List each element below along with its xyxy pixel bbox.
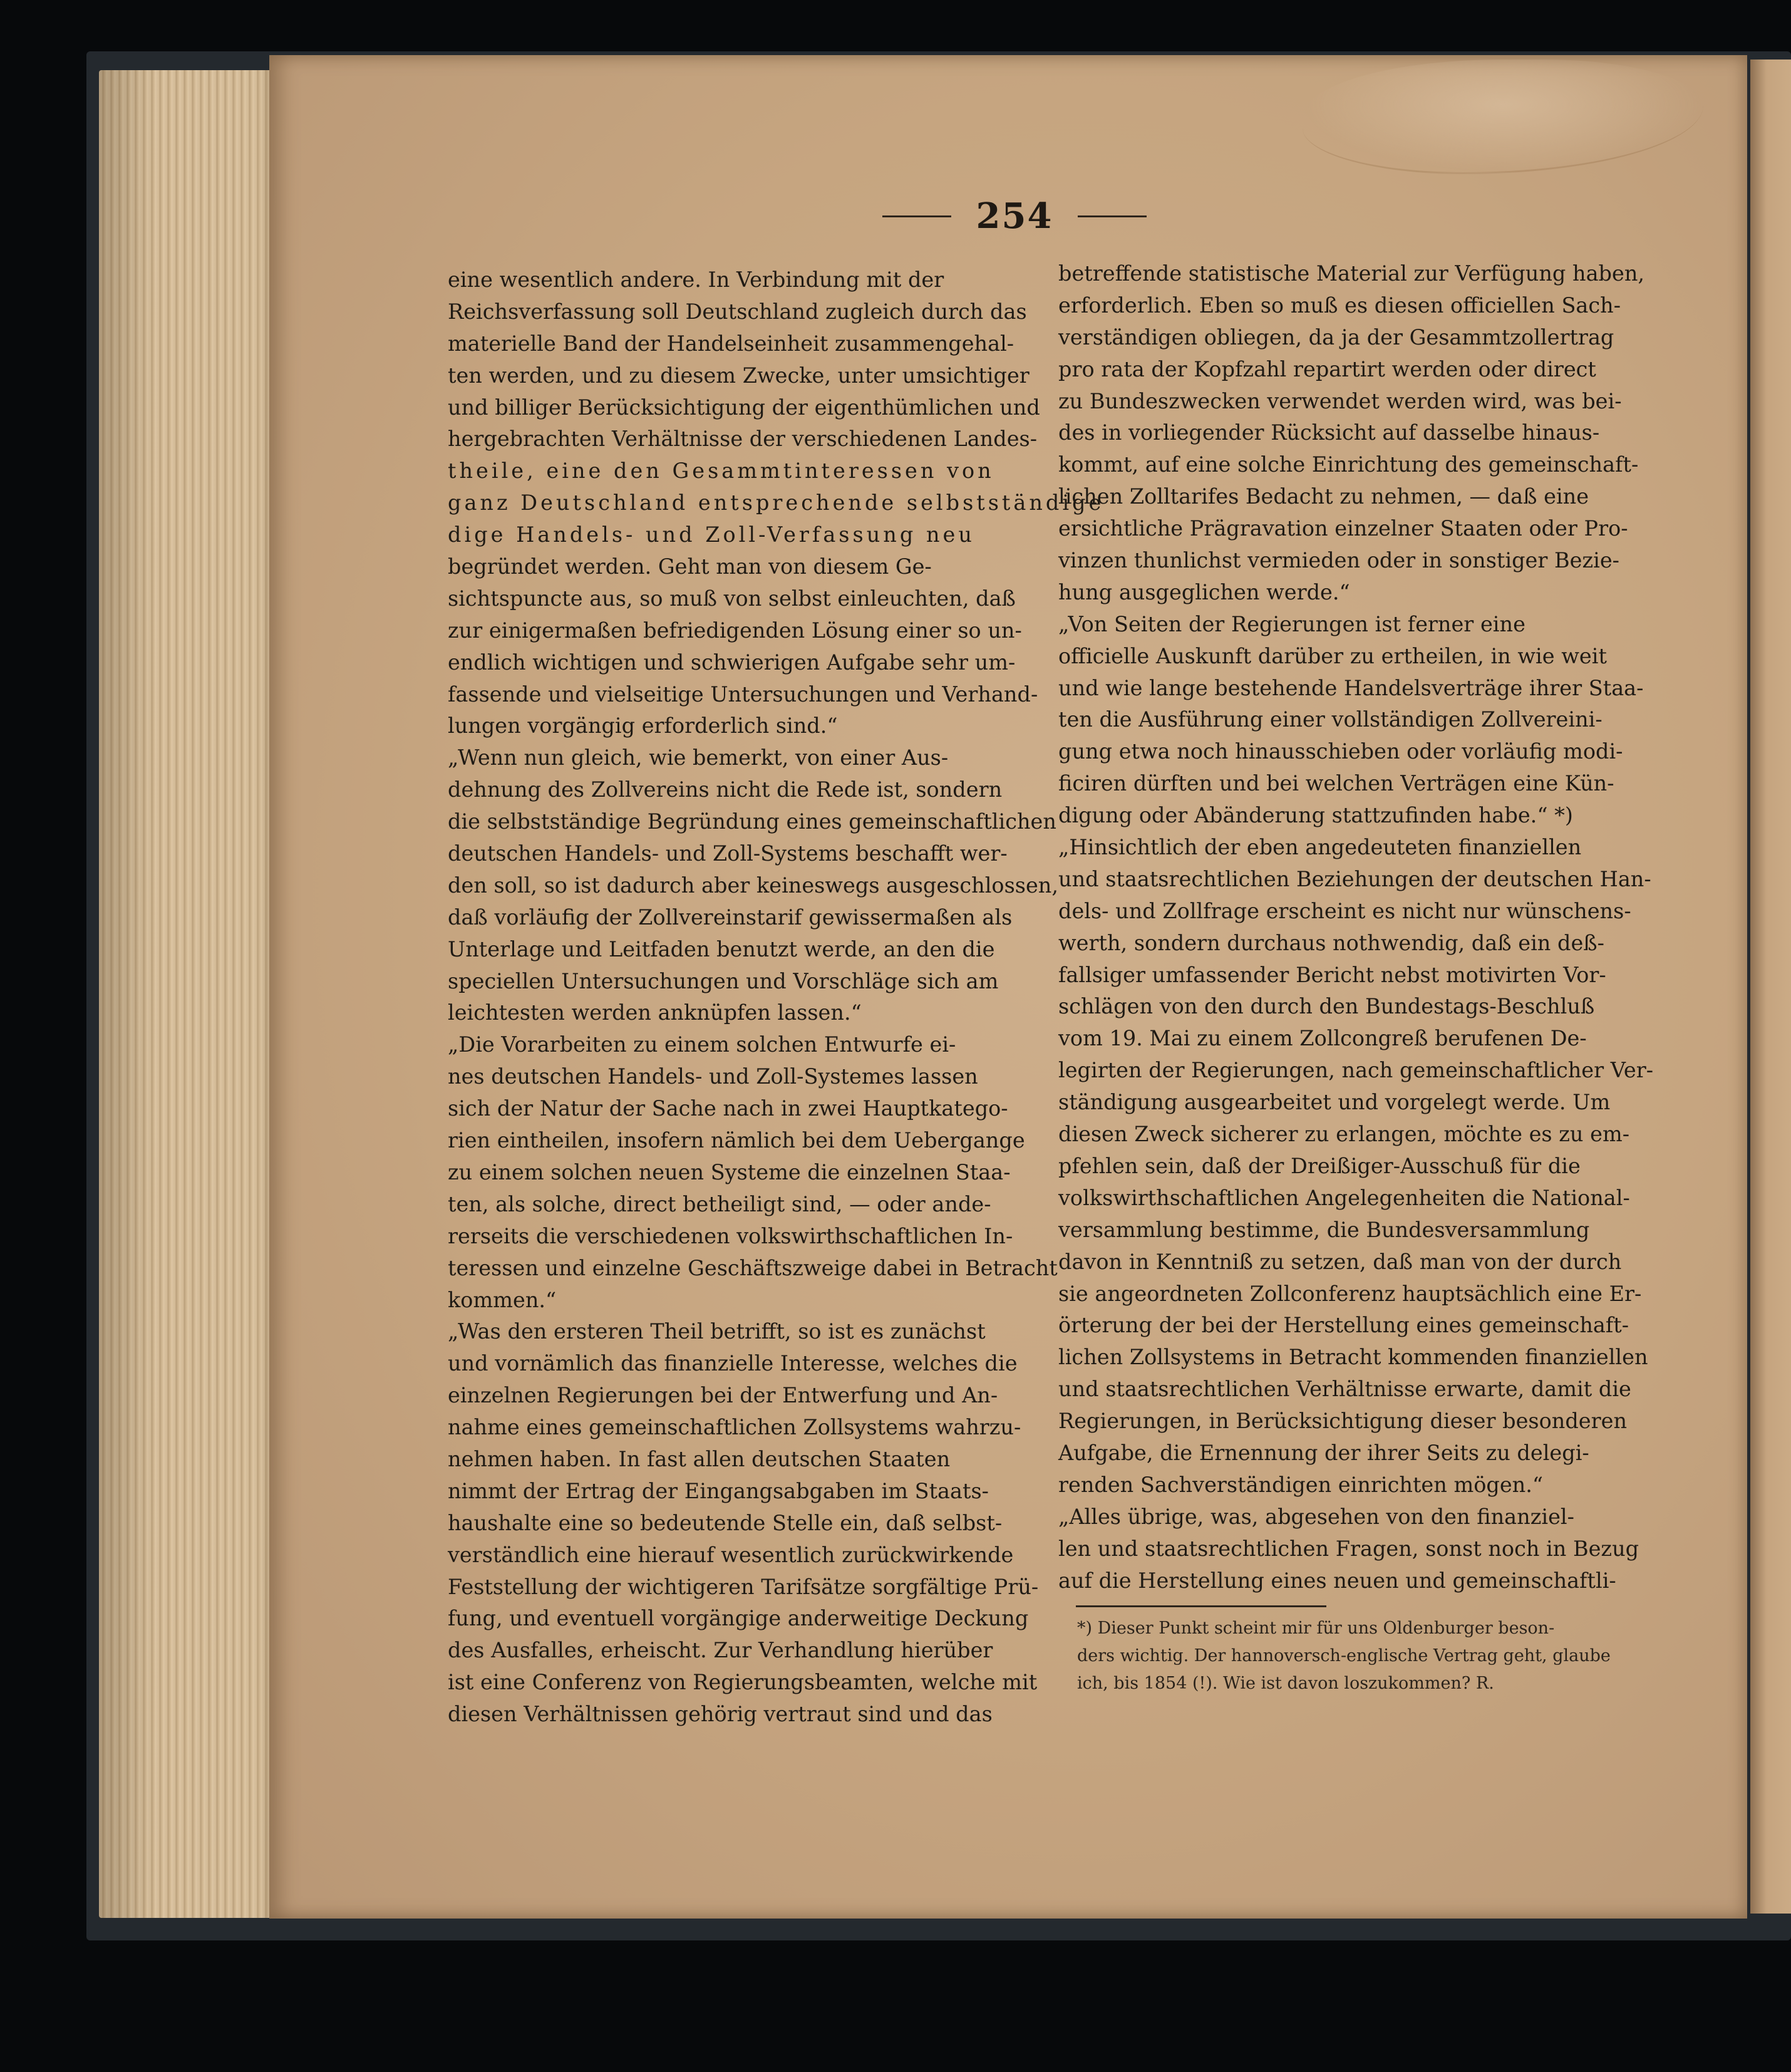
text-line: diesen Zweck sicherer zu erlangen, möchte es zu em-: [1058, 1122, 1630, 1147]
text-line: renden Sachverständigen einrichten mögen.“: [1058, 1472, 1544, 1497]
text-line: dige Handels- und Zoll-Verfassung neu: [448, 522, 975, 547]
text-line: „Alles übrige, was, abgesehen von den finanziel-: [1058, 1504, 1574, 1529]
text-line: und staatsrechtlichen Beziehungen der deutschen Han-: [1058, 866, 1651, 891]
left-column: [448, 264, 1105, 1731]
text-line: len und staatsrechtlichen Fragen, sonst noch in Bezug: [1058, 1536, 1639, 1561]
text-line: „Wenn nun gleich, wie bemerkt, von einer Aus-: [448, 745, 949, 770]
text-line: erforderlich. Eben so muß es diesen officiellen Sach-: [1058, 293, 1621, 318]
text-line: nahme eines gemeinschaftlichen Zollsystems wahrzu-: [448, 1415, 1021, 1440]
text-line: legirten der Regierungen, nach gemeinschaftlicher Ver-: [1058, 1058, 1654, 1083]
text-line: hung ausgeglichen werde.“: [1058, 579, 1350, 604]
text-line: teressen und einzelne Geschäftszweige dabei in Betracht: [448, 1255, 1058, 1280]
text-line: rien eintheilen, insofern nämlich bei dem Uebergange: [448, 1128, 1025, 1153]
text-line: hergebrachten Verhältnisse der verschiedenen Landes-: [448, 427, 1038, 452]
text-line: diesen Verhältnissen gehörig vertraut sind und das: [448, 1702, 993, 1727]
text-line: einzelnen Regierungen bei der Entwerfung und An-: [448, 1383, 998, 1408]
text-line: vom 19. Mai zu einem Zollcongreß berufenen De-: [1058, 1026, 1587, 1051]
text-line: Aufgabe, die Ernennung der ihrer Seits zu delegi-: [1058, 1440, 1589, 1465]
text-line: materielle Band der Handelseinheit zusammengehal-: [448, 331, 1014, 356]
text-line: versammlung bestimme, die Bundesversammlung: [1058, 1217, 1590, 1242]
footnote: [1077, 1615, 1625, 1697]
text-line: sie angeordneten Zollconferenz hauptsächlich eine Er-: [1058, 1281, 1642, 1306]
footnote-line: ders wichtig. Der hannoversch-englische Vertrag geht, glaube: [1077, 1646, 1611, 1665]
text-line: ist eine Conferenz von Regierungsbeamten, welche mit: [448, 1670, 1038, 1695]
text-line: ersichtliche Prägravation einzelner Staaten oder Pro-: [1058, 516, 1628, 541]
text-line: lichen Zollsystems in Betracht kommenden finanziellen: [1058, 1345, 1648, 1370]
header-rule-left: [882, 215, 951, 217]
text-line: Feststellung der wichtigeren Tarifsätze sorgfältige Prü-: [448, 1574, 1039, 1599]
page-number: 254: [976, 195, 1053, 237]
text-line: und staatsrechtlichen Verhältnisse erwarte, damit die: [1058, 1377, 1631, 1402]
text-line: sichtspuncte aus, so muß von selbst einleuchten, daß: [448, 586, 1016, 611]
text-line: ten die Ausführung einer vollständigen Zollvereini-: [1058, 707, 1603, 732]
text-line: werth, sondern durchaus nothwendig, daß ein deß-: [1058, 930, 1604, 955]
text-line: schlägen von den durch den Bundestags-Beschluß: [1058, 994, 1595, 1019]
text-line: dehnung des Zollvereins nicht die Rede ist, sondern: [448, 777, 1003, 802]
text-line: haushalte eine so bedeutende Stelle ein, daß selbst-: [448, 1510, 1003, 1535]
text-line: ständigung ausgearbeitet und vorgelegt werde. Um: [1058, 1090, 1611, 1115]
text-line: theile, eine den Gesammtinteressen von: [448, 458, 994, 484]
text-line: betreffende statistische Material zur Verfügung haben,: [1058, 261, 1645, 286]
header-rule-right: [1078, 215, 1147, 217]
text-line: davon in Kenntniß zu setzen, daß man von der durch: [1058, 1249, 1622, 1274]
text-line: lichen Zolltarifes Bedacht zu nehmen, — daß eine: [1058, 484, 1589, 509]
text-line: speciellen Untersuchungen und Vorschläge sich am: [448, 968, 999, 993]
footnote-line: ich, bis 1854 (!). Wie ist davon loszukommen? R.: [1077, 1674, 1494, 1693]
text-line: ten, als solche, direct betheiligt sind, — oder ande-: [448, 1191, 991, 1216]
text-line: officielle Auskunft darüber zu ertheilen, in wie weit: [1058, 643, 1607, 668]
text-line: fung, und eventuell vorgängige anderweitige Deckung: [448, 1606, 1029, 1631]
text-line: deutschen Handels- und Zoll-Systems beschafft wer-: [448, 841, 1008, 866]
text-line: „Die Vorarbeiten zu einem solchen Entwurfe ei-: [448, 1032, 956, 1057]
text-line: digung oder Abänderung stattzufinden habe.“ *): [1058, 803, 1573, 828]
text-line: und wie lange bestehende Handelsverträge ihrer Staa-: [1058, 675, 1644, 700]
text-line: kommen.“: [448, 1287, 557, 1312]
page-edges: [99, 70, 287, 1918]
text-line: den soll, so ist dadurch aber keineswegs ausgeschlossen,: [448, 873, 1059, 898]
footnote-rule: [1076, 1605, 1326, 1607]
text-line: kommt, auf eine solche Einrichtung des gemeinschaft-: [1058, 452, 1639, 477]
text-line: lungen vorgängig erforderlich sind.“: [448, 713, 838, 738]
text-line: „Was den ersteren Theil betrifft, so ist es zunächst: [448, 1319, 986, 1344]
text-line: ten werden, und zu diesem Zwecke, unter umsichtiger: [448, 363, 1030, 388]
text-line: volkswirthschaftlichen Angelegenheiten die National-: [1058, 1185, 1630, 1210]
text-line: und vornämlich das finanzielle Interesse, welches die: [448, 1351, 1018, 1376]
text-line: nes deutschen Handels- und Zoll-Systemes lassen: [448, 1064, 978, 1089]
text-line: auf die Herstellung eines neuen und gemeinschaftli-: [1058, 1568, 1616, 1593]
text-line: daß vorläufig der Zollvereinstarif gewissermaßen als: [448, 904, 1013, 930]
text-line: vinzen thunlichst vermieden oder in sonstiger Bezie-: [1058, 548, 1619, 573]
text-line: begründet werden. Geht man von diesem Ge-: [448, 554, 932, 579]
right-column: [1058, 258, 1654, 1597]
text-line: Reichsverfassung soll Deutschland zugleich durch das: [448, 299, 1027, 324]
text-line: pfehlen sein, daß der Dreißiger-Ausschuß für die: [1058, 1153, 1581, 1178]
text-line: gung etwa noch hinausschieben oder vorläufig modi-: [1058, 739, 1623, 764]
text-line: nehmen haben. In fast allen deutschen Staaten: [448, 1446, 951, 1471]
text-line: pro rata der Kopfzahl repartirt werden oder direct: [1058, 356, 1596, 381]
text-line: ficiren dürften und bei welchen Verträgen eine Kün-: [1058, 771, 1614, 796]
text-line: fallsiger umfassender Bericht nebst motivirten Vor-: [1058, 962, 1606, 987]
text-line: örterung der bei der Herstellung eines gemeinschaft-: [1058, 1313, 1629, 1338]
text-line: eine wesentlich andere. In Verbindung mit der: [448, 267, 944, 292]
text-line: rerseits die verschiedenen volkswirthschaftlichen In-: [448, 1223, 1013, 1248]
footnote-line: *) Dieser Punkt scheint mir für uns Oldenburger beson-: [1077, 1619, 1555, 1638]
page-header: [858, 188, 1171, 244]
text-line: des Ausfalles, erheischt. Zur Verhandlung hierüber: [448, 1638, 993, 1663]
text-line: Unterlage und Leitfaden benutzt werde, an den die: [448, 936, 995, 961]
text-line: verständigen obliegen, da ja der Gesammtzollertrag: [1058, 324, 1614, 350]
text-line: des in vorliegender Rücksicht auf dasselbe hinaus-: [1058, 420, 1600, 445]
text-line: zu einem solchen neuen Systeme die einzelnen Staa-: [448, 1159, 1011, 1184]
text-line: endlich wichtigen und schwierigen Aufgabe sehr um-: [448, 650, 1016, 675]
text-line: „Von Seiten der Regierungen ist ferner eine: [1058, 611, 1525, 636]
text-line: verständlich eine hierauf wesentlich zurückwirkende: [448, 1542, 1014, 1567]
text-line: und billiger Berücksichtigung der eigenthümlichen und: [448, 395, 1040, 420]
facing-page-edge: [1750, 60, 1791, 1914]
text-line: sich der Natur der Sache nach in zwei Hauptkatego-: [448, 1096, 1008, 1121]
text-line: ganz Deutschland entsprechende selbstständige: [448, 490, 1105, 515]
text-line: die selbstständige Begründung eines gemeinschaftlichen: [448, 809, 1056, 834]
text-line: Regierungen, in Berücksichtigung dieser besonderen: [1058, 1409, 1628, 1434]
text-line: dels- und Zollfrage erscheint es nicht nur wünschens-: [1058, 898, 1631, 923]
text-line: leichtesten werden anknüpfen lassen.“: [448, 1000, 862, 1025]
text-line: nimmt der Ertrag der Eingangsabgaben im Staats-: [448, 1478, 989, 1503]
text-line: zur einigermaßen befriedigenden Lösung einer so un-: [448, 618, 1022, 643]
text-line: „Hinsichtlich der eben angedeuteten finanziellen: [1058, 835, 1582, 860]
text-line: zu Bundeszwecken verwendet werden wird, was bei-: [1058, 388, 1622, 413]
text-line: fassende und vielseitige Untersuchungen und Verhand-: [448, 681, 1038, 707]
